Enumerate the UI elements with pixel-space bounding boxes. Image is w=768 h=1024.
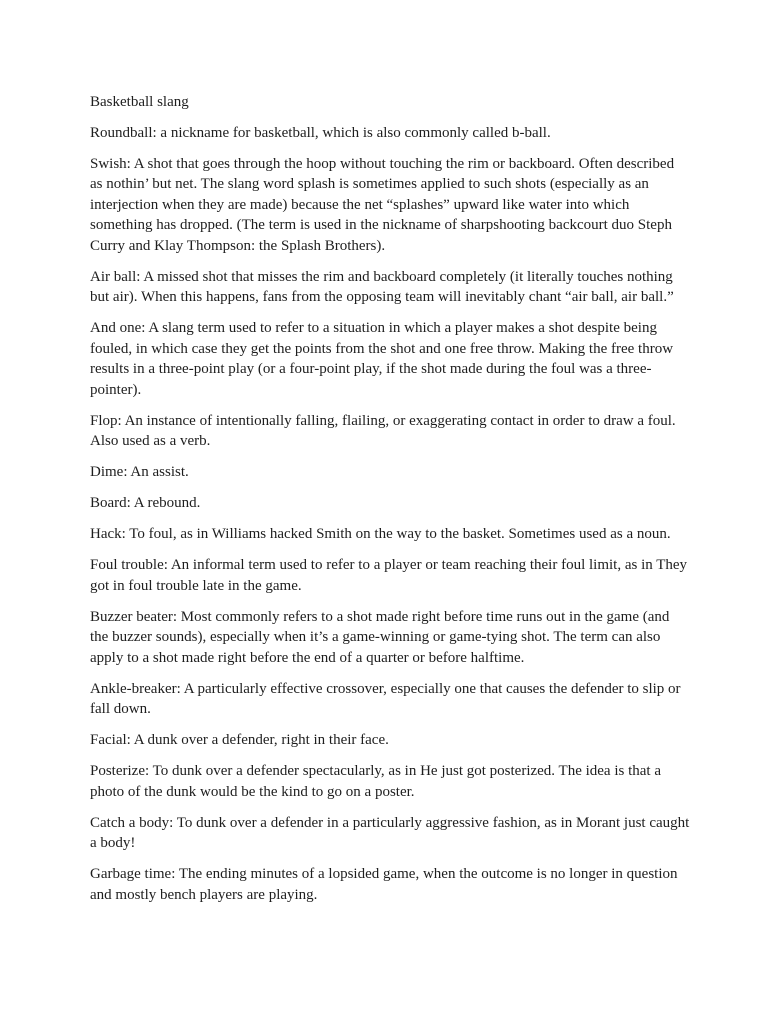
slang-entry-air-ball: Air ball: A missed shot that misses the rim and backboard completely (it literally touches nothing but air). When this happens, fans from the opposing team will inevitably chant “air ball, air ball.” bbox=[90, 268, 674, 305]
slang-entry-roundball: Roundball: a nickname for basketball, which is also commonly called b-ball. bbox=[90, 124, 551, 141]
slang-entry-board: Board: A rebound. bbox=[90, 495, 201, 511]
slang-entry-hack: Hack: To foul, as in Williams hacked Smith on the way to the basket. Sometimes used as a noun. bbox=[90, 526, 671, 542]
slang-entry-buzzer-beater: Buzzer beater: Most commonly refers to a shot made right before time runs out in the game (and the buzzer sounds), especially when it’s a game-winning or game-tying shot. The term can also apply to a shot made right before the end of a quarter or before halftime. bbox=[90, 608, 670, 666]
slang-entry-posterize: Posterize: To dunk over a defender spectacularly, as in He just got posterized. The idea is that a photo of the dunk would be the kind to go on a poster. bbox=[90, 763, 661, 800]
slang-entry-dime: Dime: An assist. bbox=[90, 464, 189, 480]
slang-entry-swish: Swish: A shot that goes through the hoop without touching the rim or backboard. Often described as nothin’ but net. The slang word splash is sometimes applied to such shots (especially as an interjection when they are made) because the net “splashes” upward like water into which something has dropped. (The term is used in the nickname of sharpshooting backcourt duo Steph Curry and Klay Thompson: the Splash Brothers). bbox=[90, 155, 675, 254]
slang-entry-flop: Flop: An instance of intentionally falling, flailing, or exaggerating contact in order to draw a foul. Also used as a verb. bbox=[90, 412, 676, 449]
slang-entry-garbage-time: Garbage time: The ending minutes of a lopsided game, when the outcome is no longer in question and mostly bench players are playing. bbox=[90, 866, 678, 903]
document-title: Basketball slang bbox=[90, 94, 189, 110]
slang-entry-foul-trouble: Foul trouble: An informal term used to refer to a player or team reaching their foul limit, as in They got in foul trouble late in the game. bbox=[90, 557, 688, 594]
slang-entry-and-one: And one: A slang term used to refer to a situation in which a player makes a shot despite being fouled, in which case they get the points from the shot and one free throw. Making the free throw results in a three-point play (or a four-point play, if the shot made during the foul was a three-pointer). bbox=[90, 320, 674, 398]
slang-entry-facial: Facial: A dunk over a defender, right in their face. bbox=[90, 732, 389, 748]
document-page bbox=[90, 92, 690, 916]
slang-entry-catch-a-body: Catch a body: To dunk over a defender in a particularly aggressive fashion, as in Morant just caught a body! bbox=[90, 814, 690, 851]
slang-entry-ankle-breaker: Ankle-breaker: A particularly effective crossover, especially one that causes the defender to slip or fall down. bbox=[90, 680, 681, 717]
